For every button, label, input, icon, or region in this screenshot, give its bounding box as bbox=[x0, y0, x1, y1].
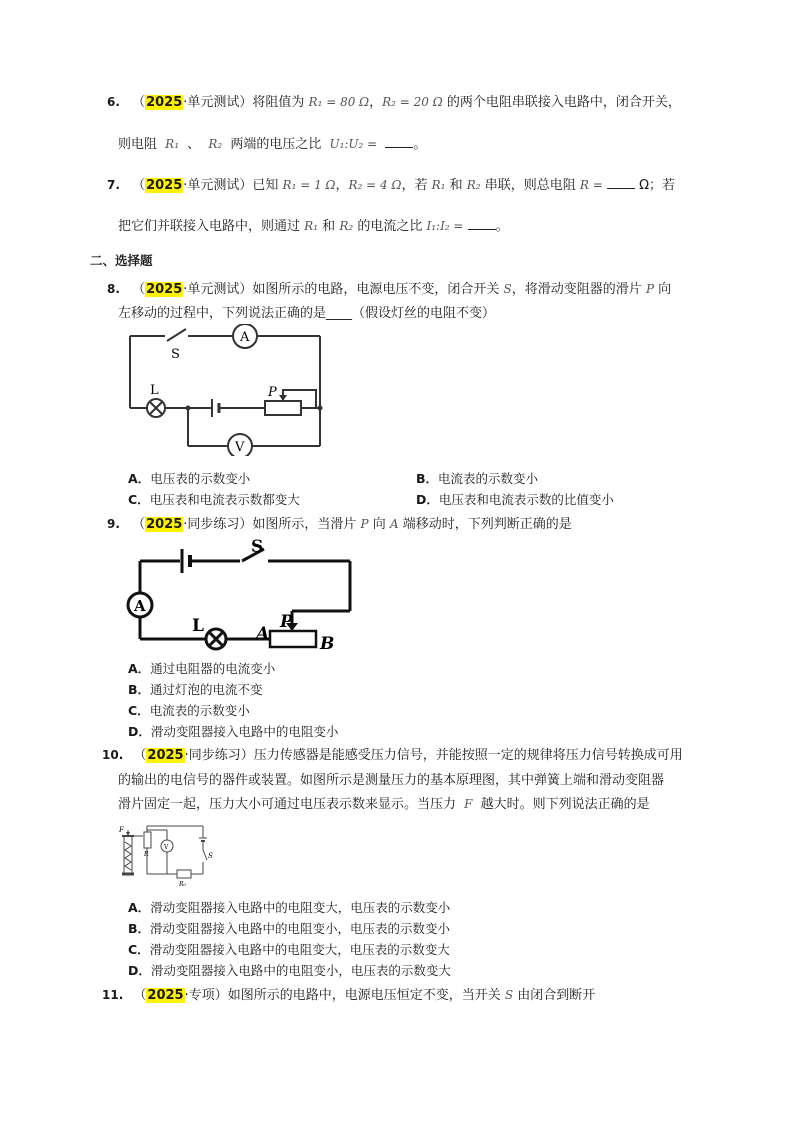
q8-number: 8. bbox=[107, 282, 120, 296]
q9-option-c[interactable] bbox=[128, 701, 250, 719]
q8-s-symbol: S bbox=[503, 282, 512, 296]
option-text: 滑动变阻器接入电路中的电阻变小，电压表的示数变大 bbox=[150, 963, 451, 978]
q8-option-d[interactable] bbox=[416, 490, 614, 508]
option-label: C． bbox=[128, 703, 150, 718]
option-text: 电流表的示数变小 bbox=[149, 703, 250, 718]
q6-r1-formula: R₁ = 80 Ω bbox=[308, 95, 370, 109]
q6-text-2b: 两端的电压之比 bbox=[230, 137, 322, 152]
q7-text-1: ，若 bbox=[401, 178, 428, 193]
q9-option-a[interactable] bbox=[128, 659, 275, 677]
option-text: 通过灯泡的电流不变 bbox=[150, 682, 263, 697]
option-text: 电压表和电流表示数的比值变小 bbox=[438, 492, 614, 507]
q10-text-3a: 滑片固定一起，压力大小可通过电压表示数来显示。当压力 bbox=[118, 797, 457, 812]
q6-ratio: U₁:U₂ = bbox=[329, 137, 378, 151]
q8-switch-blade bbox=[167, 329, 186, 341]
option-label: B． bbox=[128, 682, 151, 697]
option-label: A． bbox=[128, 661, 151, 676]
q10-circuit-figure bbox=[117, 822, 217, 888]
q9-fig-l-label: L bbox=[192, 616, 204, 636]
q6-number: 6. bbox=[107, 95, 120, 109]
option-text: 滑动变阻器接入电路中的电阻变小 bbox=[150, 724, 339, 739]
q6-line1 bbox=[107, 91, 681, 110]
q7-r2-formula: R₂ = 4 Ω bbox=[348, 178, 402, 192]
q8-line1 bbox=[107, 278, 671, 297]
q10-f-symbol: F bbox=[464, 797, 473, 811]
q10-option-b[interactable] bbox=[128, 919, 450, 937]
q9-a-symbol: A bbox=[389, 517, 399, 531]
q10-line2: 的输出的电信号的器件或装置。如图所示是测量压力的基本原理图，其中弹簧上端和滑动变阻器 bbox=[118, 773, 665, 788]
q7-answer-blank-2[interactable] bbox=[468, 217, 496, 230]
q7-number: 7. bbox=[107, 178, 120, 192]
q11-number: 11. bbox=[102, 988, 124, 1002]
q8-p-symbol: P bbox=[645, 282, 655, 296]
q10-fig-f-label: F bbox=[119, 826, 124, 834]
q10-line3 bbox=[118, 793, 650, 812]
q10-text-3b: 越大时。则下列说法正确的是 bbox=[480, 797, 650, 812]
q9-paren: （ bbox=[132, 517, 146, 532]
q7-and: 和 bbox=[449, 178, 463, 193]
q7-r1-symbol: R₁ bbox=[431, 178, 446, 192]
q7-and-2: 和 bbox=[322, 219, 336, 234]
q9-fig-a-label: A bbox=[256, 624, 270, 644]
q9-line1 bbox=[107, 513, 572, 532]
q10-option-d[interactable] bbox=[128, 961, 451, 979]
q9-fig-b-label: B bbox=[320, 634, 335, 654]
q6-paren: （ bbox=[132, 95, 146, 110]
q10-fig-s-label: S bbox=[208, 852, 213, 860]
q7-rtotal: R = bbox=[579, 178, 603, 192]
q11-text-1: 由闭合到断开 bbox=[517, 988, 596, 1003]
q6-r2-formula: R₂ = 20 Ω bbox=[382, 95, 443, 109]
q10-line1 bbox=[102, 744, 683, 763]
q11-line1 bbox=[102, 984, 595, 1003]
q8-fig-a-label: A bbox=[240, 330, 250, 345]
q8-text-2: 向 bbox=[658, 282, 672, 297]
q7-ratio: I₁:I₂ = bbox=[426, 219, 464, 233]
q8-circuit-figure bbox=[120, 324, 330, 456]
q8-fig-v-label: V bbox=[235, 440, 245, 455]
q7-paren: （ bbox=[132, 178, 146, 193]
q10-fig-r-label: R bbox=[144, 851, 149, 858]
q8-fig-p-label: P bbox=[268, 385, 277, 400]
q9-rheostat bbox=[270, 631, 316, 647]
option-text: 滑动变阻器接入电路中的电阻变大，电压表的示数变大 bbox=[149, 942, 450, 957]
q7-line1 bbox=[107, 174, 675, 193]
q7-comma: ， bbox=[335, 178, 349, 193]
q10-option-a[interactable] bbox=[128, 898, 450, 916]
q7-year-badge: 2025 bbox=[146, 178, 183, 193]
q8-rheostat bbox=[265, 401, 301, 415]
section-heading: 二、选择题 bbox=[90, 253, 153, 268]
q8-text-1: ，将滑动变阻器的滑片 bbox=[511, 282, 642, 297]
q11-s-symbol: S bbox=[504, 988, 514, 1002]
q10-fig-r0-label: R₀ bbox=[179, 881, 186, 888]
q6-end: 。 bbox=[413, 137, 427, 152]
q8-junction bbox=[318, 406, 323, 411]
option-label: B． bbox=[128, 921, 151, 936]
q8-option-a[interactable] bbox=[128, 469, 250, 487]
q6-year-badge: 2025 bbox=[146, 95, 183, 110]
option-text: 电流表的示数变小 bbox=[438, 471, 539, 486]
option-label: D． bbox=[128, 724, 151, 739]
q6-text-2a: 则电阻 bbox=[118, 137, 158, 152]
q9-source: ·同步练习）如图所示，当滑片 bbox=[183, 517, 357, 532]
q7-unit: Ω；若 bbox=[639, 178, 676, 193]
q7-text-2b: 的电流之比 bbox=[357, 219, 423, 234]
q7-text-2a: 把它们并联接入电路中，则通过 bbox=[118, 219, 301, 234]
q10-source: ·同步练习）压力传感器是能感受压力信号，并能按照一定的规律将压力信号转换成可用 bbox=[184, 748, 683, 763]
option-label: C． bbox=[128, 492, 150, 507]
q8-option-b[interactable] bbox=[416, 469, 538, 487]
q8-paren: （ bbox=[132, 282, 146, 297]
q9-option-b[interactable] bbox=[128, 680, 263, 698]
q7-r1-symbol-2: R₁ bbox=[304, 219, 319, 233]
q8-year-badge: 2025 bbox=[146, 282, 183, 297]
option-label: A． bbox=[128, 471, 151, 486]
option-text: 通过电阻器的电流变小 bbox=[150, 661, 276, 676]
option-label: D． bbox=[416, 492, 439, 507]
q9-fig-ammeter-label: A bbox=[134, 597, 146, 615]
option-label: D． bbox=[128, 963, 151, 978]
q9-fig-p-label: P bbox=[280, 612, 293, 632]
q7-answer-blank-1[interactable] bbox=[607, 176, 635, 189]
q10-rheostat bbox=[144, 832, 151, 848]
option-text: 滑动变阻器接入电路中的电阻变大，电压表的示数变小 bbox=[150, 900, 451, 915]
q10-spring bbox=[125, 842, 131, 870]
q6-answer-blank[interactable] bbox=[385, 135, 413, 148]
q6-comma: ， bbox=[369, 95, 383, 110]
q7-text-2: 串联，则总电阻 bbox=[484, 178, 576, 193]
q8-source: ·单元测试）如图所示的电路，电源电压不变，闭合开关 bbox=[183, 282, 500, 297]
q6-r2-symbol: R₂ bbox=[208, 137, 223, 151]
q7-source: ·单元测试）已知 bbox=[183, 178, 279, 193]
q11-year-badge: 2025 bbox=[147, 988, 184, 1003]
option-label: A． bbox=[128, 900, 151, 915]
option-text: 电压表和电流表示数都变大 bbox=[149, 492, 300, 507]
q10-paren: （ bbox=[133, 748, 147, 763]
q10-option-c[interactable] bbox=[128, 940, 450, 958]
q8-line2: 左移动的过程中，下列说法正确的是____（假设灯丝的电阻不变） bbox=[118, 306, 496, 321]
q6-source: ·单元测试）将阻值为 bbox=[183, 95, 305, 110]
q11-paren: （ bbox=[133, 988, 147, 1003]
q6-sep: 、 bbox=[187, 137, 201, 152]
q6-text: 的两个电阻串联接入电路中，闭合开关， bbox=[446, 95, 681, 110]
q9-text-2: 端移动时，下列判断正确的是 bbox=[402, 517, 572, 532]
q7-end: 。 bbox=[495, 219, 509, 234]
q6-r1-symbol: R₁ bbox=[165, 137, 180, 151]
q10-switch-blade bbox=[203, 850, 207, 860]
q9-p-symbol: P bbox=[360, 517, 369, 531]
q9-option-d[interactable] bbox=[128, 722, 338, 740]
q7-r2-symbol-2: R₂ bbox=[339, 219, 354, 233]
q9-fig-s-label: S bbox=[251, 537, 264, 557]
q8-fig-l-label: L bbox=[150, 383, 159, 398]
q10-r0 bbox=[177, 870, 191, 878]
option-text: 滑动变阻器接入电路中的电阻变小，电压表的示数变小 bbox=[150, 921, 451, 936]
q9-number: 9. bbox=[107, 517, 120, 531]
q9-text-1: 向 bbox=[372, 517, 386, 532]
q9-year-badge: 2025 bbox=[146, 517, 183, 532]
q11-source: ·专项）如图所示的电路中，电源电压恒定不变，当开关 bbox=[184, 988, 501, 1003]
q10-fig-v-label: V bbox=[164, 844, 169, 851]
q8-fig-s-label: S bbox=[171, 347, 180, 362]
q7-r1-formula: R₁ = 1 Ω bbox=[282, 178, 336, 192]
option-label: B． bbox=[416, 471, 439, 486]
option-text: 电压表的示数变小 bbox=[150, 471, 251, 486]
q10-year-badge: 2025 bbox=[147, 748, 184, 763]
q10-number: 10. bbox=[102, 748, 124, 762]
q8-junction bbox=[186, 406, 191, 411]
q9-circuit-figure bbox=[120, 535, 360, 657]
option-label: C． bbox=[128, 942, 150, 957]
q7-line2 bbox=[118, 215, 509, 234]
q6-line2 bbox=[118, 133, 426, 152]
q7-r2-symbol: R₂ bbox=[466, 178, 481, 192]
q8-option-c[interactable] bbox=[128, 490, 300, 508]
